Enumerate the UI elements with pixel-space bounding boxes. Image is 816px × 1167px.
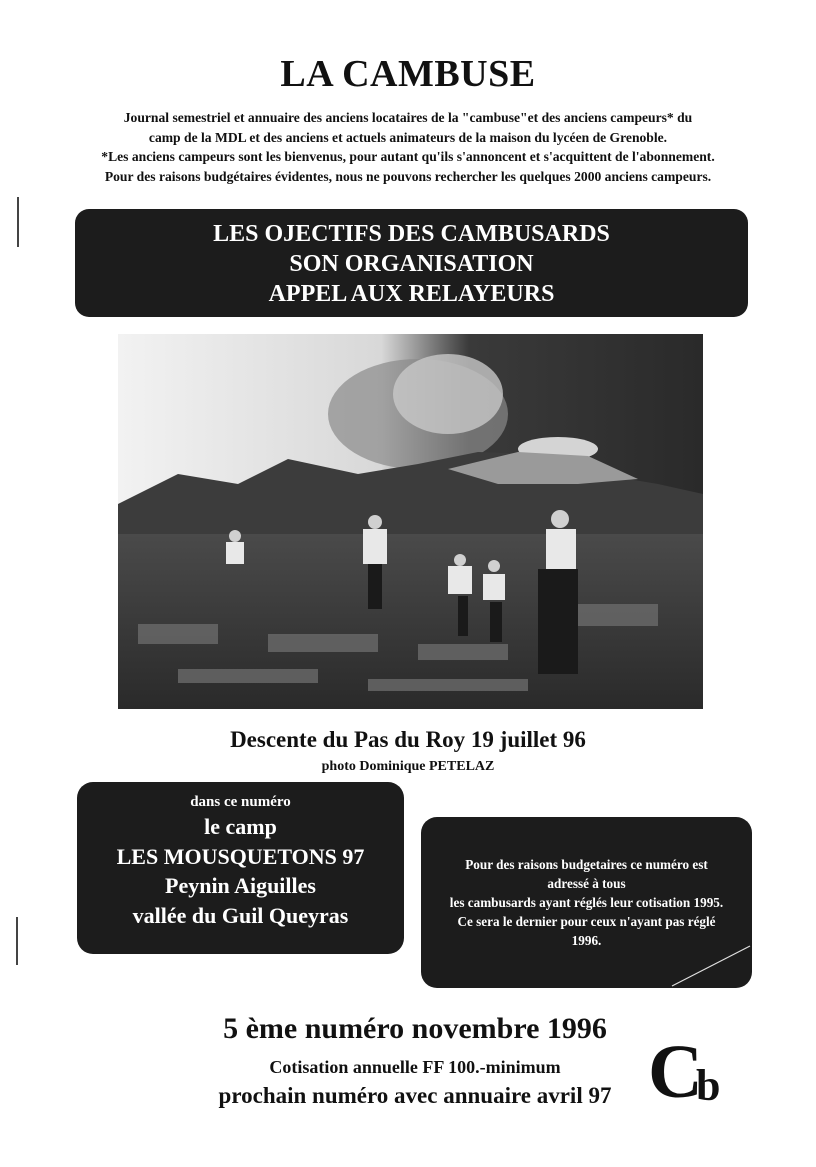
fold-line	[662, 938, 752, 988]
contents-intro: dans ce numéro	[190, 794, 291, 810]
photo-credit: photo Dominique PETELAZ	[321, 759, 495, 774]
cambuse-logo	[648, 1030, 721, 1114]
logo-b: b	[696, 1061, 721, 1110]
intro-line: camp de la MDL et des anciens et actuels animateurs de la maison du lycéen de Grenoble.	[148, 129, 668, 145]
notice-line: Ce sera le dernier pour ceux n'ayant pas réglé	[457, 914, 716, 929]
banner-line: LES OJECTIFS DES CAMBUSARDS	[213, 221, 610, 247]
contents-line: vallée du Guil Queyras	[132, 902, 349, 928]
notice-box	[421, 817, 752, 988]
headline-banner	[75, 209, 748, 317]
photo-caption: Descente du Pas du Roy 19 juillet 96	[230, 727, 586, 752]
banner-line: APPEL AUX RELAYEURS	[268, 281, 555, 307]
binding-mark-top	[17, 197, 19, 247]
journal-title: LA CAMBUSE	[280, 53, 536, 95]
banner-line: SON ORGANISATION	[289, 251, 534, 277]
intro-text	[40, 108, 776, 186]
next-issue-text: prochain numéro avec annuaire avril 97	[218, 1083, 612, 1108]
logo-c: C	[648, 1030, 703, 1114]
notice-line: adressé à tous	[547, 876, 626, 891]
binding-mark-bottom	[16, 917, 18, 965]
notice-line: 1996.	[571, 933, 602, 948]
intro-line: *Les anciens campeurs sont les bienvenus, pour autant qu'ils s'annoncent et s'acquittent de l'abonnement.	[101, 149, 715, 164]
contents-line: LES MOUSQUETONS 97	[116, 843, 365, 869]
hiking-photo	[118, 334, 703, 709]
contents-line: Peynin Aiguilles	[165, 873, 316, 898]
intro-line: Pour des raisons budgétaires évidentes, nous ne pouvons rechercher les quelques 2000 anciens campeurs.	[104, 168, 712, 184]
contents-box	[77, 782, 404, 954]
notice-line: les cambusards ayant réglés leur cotisation 1995.	[449, 895, 724, 910]
cotisation-text: Cotisation annuelle FF 100.-minimum	[269, 1057, 561, 1077]
contents-line: le camp	[204, 814, 277, 839]
intro-line: Journal semestriel et annuaire des anciens locataires de la "cambuse"et des anciens campeurs* du	[123, 110, 693, 125]
notice-line: Pour des raisons budgetaires ce numéro est	[465, 857, 708, 872]
issue-number: 5 ème numéro novembre 1996	[223, 1012, 607, 1045]
